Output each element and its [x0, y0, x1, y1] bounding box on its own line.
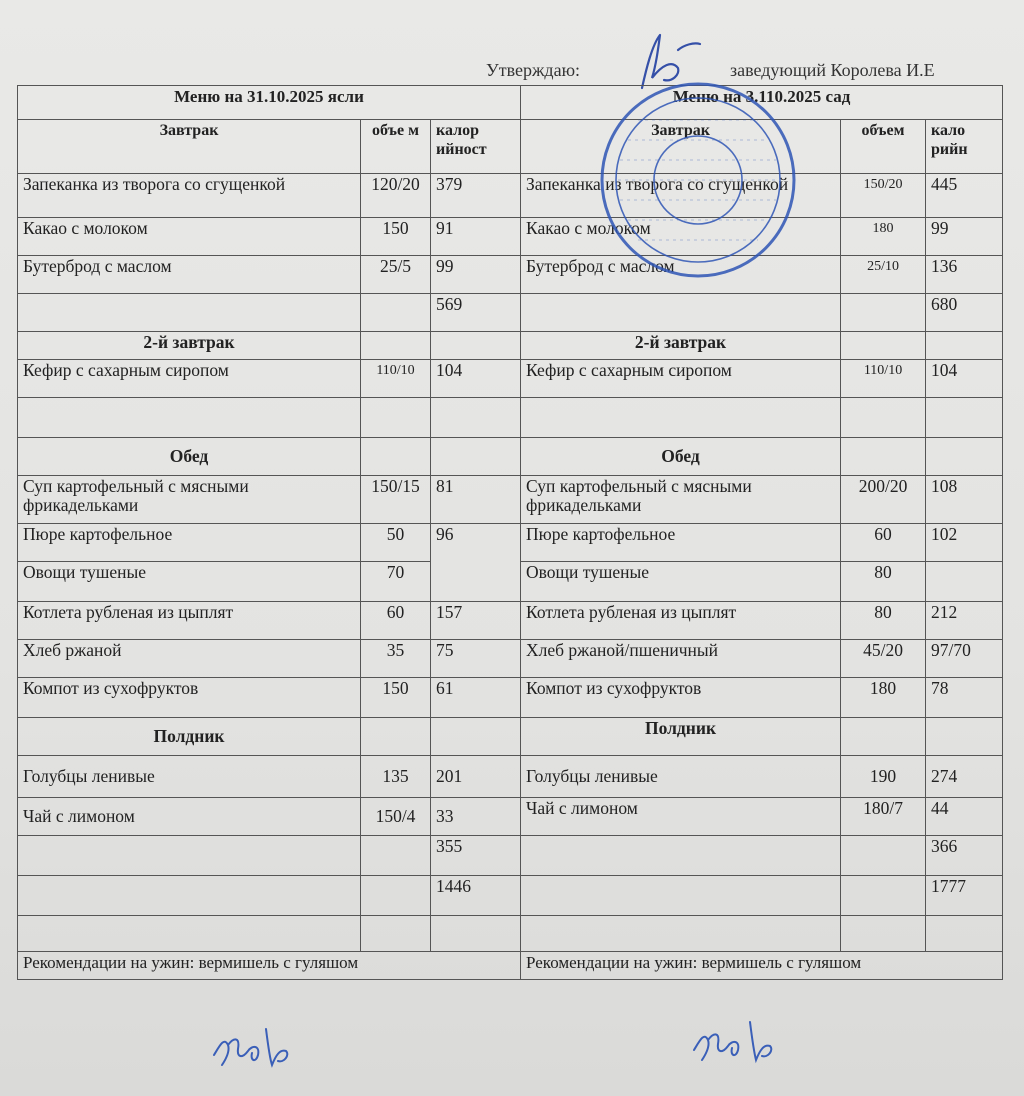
left-item-name: Запеканка из творога со сгущенкой [18, 174, 361, 218]
recommendation-row [18, 952, 1003, 980]
left-item-cal: 99 [431, 256, 521, 294]
menu-table [17, 85, 1003, 980]
right-breakfast-header: Завтрак [521, 120, 841, 174]
right-item-cal: 445 [926, 174, 1003, 218]
left-item-volume: 150 [361, 218, 431, 256]
left-grand-total: 1446 [431, 876, 521, 916]
table-row [18, 678, 1003, 718]
left-volume-header: объе м [361, 120, 431, 174]
left-second-breakfast-label: 2-й завтрак [18, 332, 361, 360]
left-item-name: Суп картофельный с мясными фрикадельками [18, 476, 361, 524]
right-item-cal [926, 562, 1003, 602]
grand-total-row [18, 876, 1003, 916]
left-item-volume: 150 [361, 678, 431, 718]
left-item-name: Кефир с сахарным сиропом [18, 360, 361, 398]
right-item-name: Запеканка из творога со сгущенкой [521, 174, 841, 218]
right-item-name: Кефир с сахарным сиропом [521, 360, 841, 398]
column-header-row [18, 120, 1003, 174]
left-item-name: Компот из сухофруктов [18, 678, 361, 718]
section-row [18, 718, 1003, 756]
right-item-volume: 80 [841, 562, 926, 602]
right-lunch-label: Обед [521, 438, 841, 476]
left-item-volume: 135 [361, 756, 431, 798]
left-item-cal: 81 [431, 476, 521, 524]
approval-label: Утверждаю: [486, 60, 581, 80]
right-item-volume: 180 [841, 218, 926, 256]
left-item-cal: 157 [431, 602, 521, 640]
right-item-cal: 102 [926, 524, 1003, 562]
left-item-volume: 25/5 [361, 256, 431, 294]
left-item-volume: 50 [361, 524, 431, 562]
table-row [18, 476, 1003, 524]
right-item-cal: 108 [926, 476, 1003, 524]
breakfast-total-row [18, 294, 1003, 332]
signature-icon [210, 1015, 300, 1075]
right-item-volume: 45/20 [841, 640, 926, 678]
right-item-cal: 78 [926, 678, 1003, 718]
right-item-volume: 110/10 [841, 360, 926, 398]
left-item-cal: 201 [431, 756, 521, 798]
right-item-name: Голубцы ленивые [521, 756, 841, 798]
right-item-name: Какао с молоком [521, 218, 841, 256]
table-row [18, 360, 1003, 398]
right-item-cal: 274 [926, 756, 1003, 798]
round-seal-icon [598, 80, 798, 280]
left-item-volume: 110/10 [361, 360, 431, 398]
left-breakfast-total: 569 [431, 294, 521, 332]
right-item-name: Котлета рубленая из цыплят [521, 602, 841, 640]
table-row [18, 256, 1003, 294]
right-calories-header: кало рийн [926, 120, 1003, 174]
signature-icon [690, 1008, 790, 1068]
left-item-name: Голубцы ленивые [18, 756, 361, 798]
empty-row [18, 398, 1003, 438]
section-row [18, 438, 1003, 476]
left-item-name: Чай с лимоном [18, 798, 361, 836]
right-item-volume: 180/7 [841, 798, 926, 836]
right-item-volume: 80 [841, 602, 926, 640]
right-item-cal: 97/70 [926, 640, 1003, 678]
left-item-cal: 33 [431, 798, 521, 836]
right-item-name: Чай с лимоном [521, 798, 841, 836]
right-volume-header: объем [841, 120, 926, 174]
left-item-name: Пюре картофельное [18, 524, 361, 562]
left-item-volume: 60 [361, 602, 431, 640]
left-item-cal: 75 [431, 640, 521, 678]
left-item-name: Котлета рубленая из цыплят [18, 602, 361, 640]
right-item-name: Компот из сухофруктов [521, 678, 841, 718]
left-item-name: Какао с молоком [18, 218, 361, 256]
left-recommendation: Рекомендации на ужин: вермишель с гуляшом [18, 952, 521, 980]
right-item-name: Бутерброд с маслом [521, 256, 841, 294]
table-row [18, 524, 1003, 562]
left-lunch-label: Обед [18, 438, 361, 476]
left-item-name: Бутерброд с маслом [18, 256, 361, 294]
right-item-name: Суп картофельный с мясными фрикадельками [521, 476, 841, 524]
right-item-volume: 180 [841, 678, 926, 718]
table-row [18, 174, 1003, 218]
right-item-cal: 44 [926, 798, 1003, 836]
right-snack-label: Полдник [521, 718, 841, 756]
right-item-cal: 104 [926, 360, 1003, 398]
right-item-name: Пюре картофельное [521, 524, 841, 562]
right-snack-total: 366 [926, 836, 1003, 876]
left-item-volume: 150/4 [361, 798, 431, 836]
title-row [18, 86, 1003, 120]
left-item-cal: 379 [431, 174, 521, 218]
snack-total-row [18, 836, 1003, 876]
right-item-cal: 99 [926, 218, 1003, 256]
left-item-volume: 150/15 [361, 476, 431, 524]
right-item-volume: 150/20 [841, 174, 926, 218]
left-item-cal: 104 [431, 360, 521, 398]
table-row [18, 756, 1003, 798]
table-row [18, 218, 1003, 256]
table-row [18, 798, 1003, 836]
left-item-volume: 35 [361, 640, 431, 678]
right-item-volume: 25/10 [841, 256, 926, 294]
left-item-cal: 61 [431, 678, 521, 718]
table-row [18, 602, 1003, 640]
left-item-cal: 91 [431, 218, 521, 256]
left-title: Меню на 31.10.2025 ясли [18, 86, 521, 120]
right-item-name: Овощи тушеные [521, 562, 841, 602]
right-item-name: Хлеб ржаной/пшеничный [521, 640, 841, 678]
right-item-cal: 212 [926, 602, 1003, 640]
right-item-volume: 190 [841, 756, 926, 798]
right-item-volume: 200/20 [841, 476, 926, 524]
left-snack-label: Полдник [18, 718, 361, 756]
right-second-breakfast-label: 2-й завтрак [521, 332, 841, 360]
left-snack-total: 355 [431, 836, 521, 876]
left-item-name: Овощи тушеные [18, 562, 361, 602]
left-item-cal: 96 [431, 524, 521, 602]
empty-row [18, 916, 1003, 952]
right-breakfast-total: 680 [926, 294, 1003, 332]
left-item-volume: 70 [361, 562, 431, 602]
section-row [18, 332, 1003, 360]
left-breakfast-header: Завтрак [18, 120, 361, 174]
left-calories-header: калор ийност [431, 120, 521, 174]
right-recommendation: Рекомендации на ужин: вермишель с гуляшом [521, 952, 1003, 980]
table-row [18, 640, 1003, 678]
right-title: Меню на 3.110.2025 сад [521, 86, 1003, 120]
left-item-volume: 120/20 [361, 174, 431, 218]
right-item-volume: 60 [841, 524, 926, 562]
approval-role: заведующий Королева И.Е [730, 60, 935, 80]
right-grand-total: 1777 [926, 876, 1003, 916]
left-item-name: Хлеб ржаной [18, 640, 361, 678]
right-item-cal: 136 [926, 256, 1003, 294]
